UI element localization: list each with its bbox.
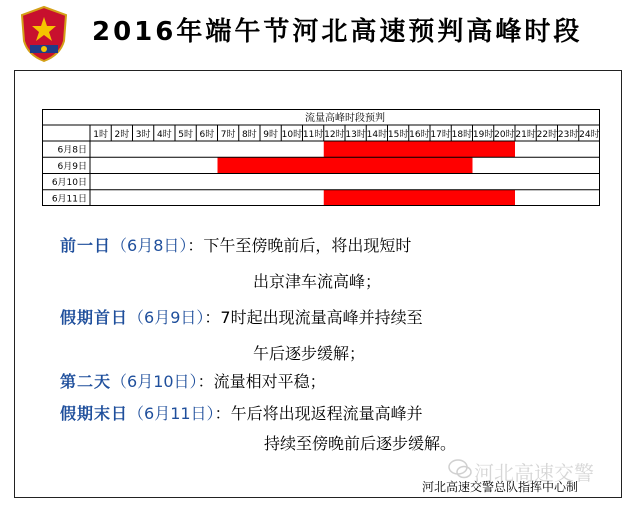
note-2-date: （6月10日） (111, 372, 198, 391)
note-1-line1 (60, 304, 423, 332)
note-0-date: （6月8日） (111, 236, 188, 255)
hour-tick-label: 19时 (472, 130, 494, 140)
hour-tick-label: 8时 (242, 130, 257, 140)
hour-tick-label: 20时 (494, 130, 515, 140)
hour-tick-label: 15时 (387, 130, 409, 140)
note-1-label: 假期首日 (60, 308, 129, 327)
hour-tick-label: 9时 (263, 130, 278, 140)
date-row-label: 6月11日 (51, 194, 87, 205)
note-2-text: 流量相对平稳； (213, 372, 326, 391)
note-1-colon: ： (204, 308, 221, 327)
peak-schedule-chart (42, 109, 600, 206)
note-2-line1 (60, 368, 326, 396)
hour-tick-label: 10时 (281, 130, 303, 140)
note-3-text: 午后将出现返程流量高峰并 (230, 404, 423, 423)
hour-tick-label: 12时 (324, 130, 345, 140)
hour-tick-label: 4时 (157, 130, 172, 140)
note-2-colon: ： (197, 372, 214, 391)
note-0-colon: ： (187, 236, 204, 255)
hour-tick-label: 21时 (515, 130, 536, 140)
note-3-colon: ： (214, 404, 231, 423)
hour-tick-label: 16时 (409, 130, 430, 140)
peak-bar (324, 141, 515, 157)
hour-tick-label: 23时 (557, 130, 579, 140)
note-0-label: 前一日 (60, 236, 112, 255)
hour-tick-label: 14时 (366, 130, 388, 140)
page-title: 2016年端午节河北高速预判高峰时段 (92, 17, 583, 47)
date-row-label: 6月8日 (57, 145, 87, 156)
hour-tick-label: 3时 (135, 130, 151, 140)
note-3-date: （6月11日） (128, 404, 215, 423)
note-2-label: 第二天 (60, 372, 112, 391)
hour-tick-label: 22时 (536, 130, 558, 140)
hour-tick-label: 7时 (220, 130, 236, 140)
date-row-label: 6月9日 (57, 161, 87, 172)
date-row-label: 6月10日 (51, 178, 87, 189)
hour-tick-label: 17时 (430, 130, 451, 140)
note-1-date: （6月9日） (128, 308, 205, 327)
hour-tick-label: 6时 (199, 130, 215, 140)
note-3-label: 假期末日 (60, 404, 129, 423)
police-emblem-icon (18, 5, 70, 63)
note-3-line2: 持续至傍晚前后逐步缓解。 (264, 434, 457, 453)
hour-tick-label: 2时 (114, 130, 130, 140)
peak-bar (218, 157, 473, 173)
hour-tick-label: 1时 (93, 130, 108, 140)
note-0-text: 下午至傍晚前后，将出现短时 (203, 236, 412, 255)
hour-tick-label: 5时 (178, 130, 193, 140)
hour-tick-label: 24时 (579, 130, 600, 140)
watermark: 河北高速交警 (474, 461, 594, 485)
hour-tick-label: 11时 (302, 130, 324, 140)
peak-bar (324, 190, 515, 206)
hour-tick-label: 13时 (345, 130, 366, 140)
hour-tick-label: 18时 (451, 130, 473, 140)
note-3-line1 (60, 400, 423, 428)
wechat-icon (448, 458, 472, 480)
credit-text: 河北高速交警总队指挥中心制 (422, 480, 579, 494)
note-1-text: 7时起出现流量高峰并持续至 (220, 308, 423, 327)
note-1-line2: 午后逐步缓解； (253, 344, 366, 363)
note-0-line1 (60, 232, 411, 260)
note-0-line2: 出京津车流高峰； (253, 272, 382, 291)
chart-title: 流量高峰时段预判 (305, 113, 385, 124)
